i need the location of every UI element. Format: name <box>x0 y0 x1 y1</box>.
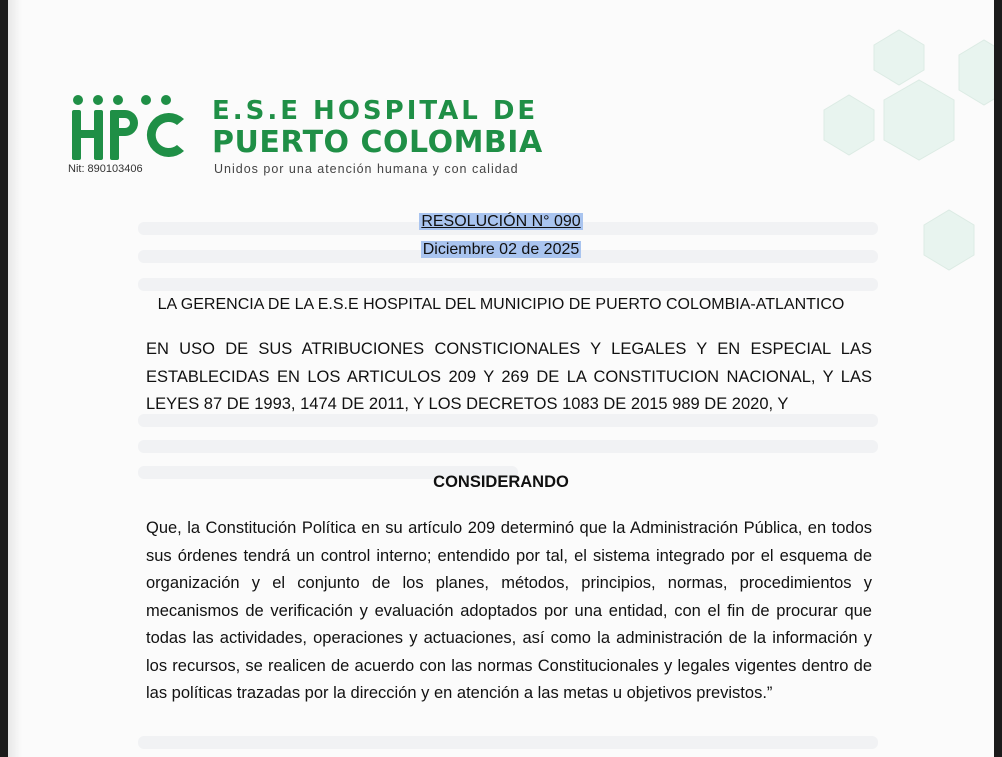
hpc-monogram-icon <box>66 92 188 162</box>
resolution-number <box>8 213 994 231</box>
bleed-through-line <box>138 440 878 453</box>
document-page <box>8 0 994 757</box>
powers-paragraph: EN USO DE SUS ATRIBUCIONES CONSTICIONALES Y LEGALES Y EN ESPECIAL LAS ESTABLECIDAS EN LOS ARTICULOS 209 Y 269 DE LA CONSTITUCION NACIONAL, Y LAS LEYES 87 DE 1993, 1474 DE 2011, Y LOS DECRETOS 1083 DE 2015 989 DE 2020, Y <box>146 340 872 413</box>
considerando-paragraph: Que, la Constitución Política en su artículo 209 determinó que la Administración Pública, en todos sus órdenes tendrá un control interno; entendido por tal, el sistema integrado por el esquema de organización y el conjunto de los planes, métodos, principios, normas, procedimientos y mecanismos de verificación y evaluación adoptados por una entidad, con el fin de procurar que todas las actividades, operaciones y actuaciones, así como la administración de la información y los recursos, se realicen de acuerdo con las normas Constitucionales y legales vigentes dentro de las políticas trazadas por la dirección y en atención a las metas u objetivos previstos.” <box>146 519 872 702</box>
hospital-name-line-1: E.S.E HOSPITAL DE <box>212 96 539 126</box>
hospital-logo <box>66 92 586 182</box>
resolution-date-text: Diciembre 02 de 2025 <box>422 241 580 258</box>
issuer-line: LA GERENCIA DE LA E.S.E HOSPITAL DEL MUNICIPIO DE PUERTO COLOMBIA-ATLANTICO <box>157 296 845 313</box>
nit-number: Nit: 890103406 <box>68 163 143 175</box>
resolution-number-text: RESOLUCIÓN N° 090 <box>421 213 581 230</box>
bleed-through-line <box>138 736 878 749</box>
hospital-tagline: Unidos por una atención humana y con calidad <box>214 162 519 176</box>
page-edge-shadow <box>8 0 22 757</box>
hospital-name-line-2: PUERTO COLOMBIA <box>212 125 543 160</box>
resolution-date <box>8 241 994 259</box>
section-heading: CONSIDERANDO <box>433 473 569 491</box>
